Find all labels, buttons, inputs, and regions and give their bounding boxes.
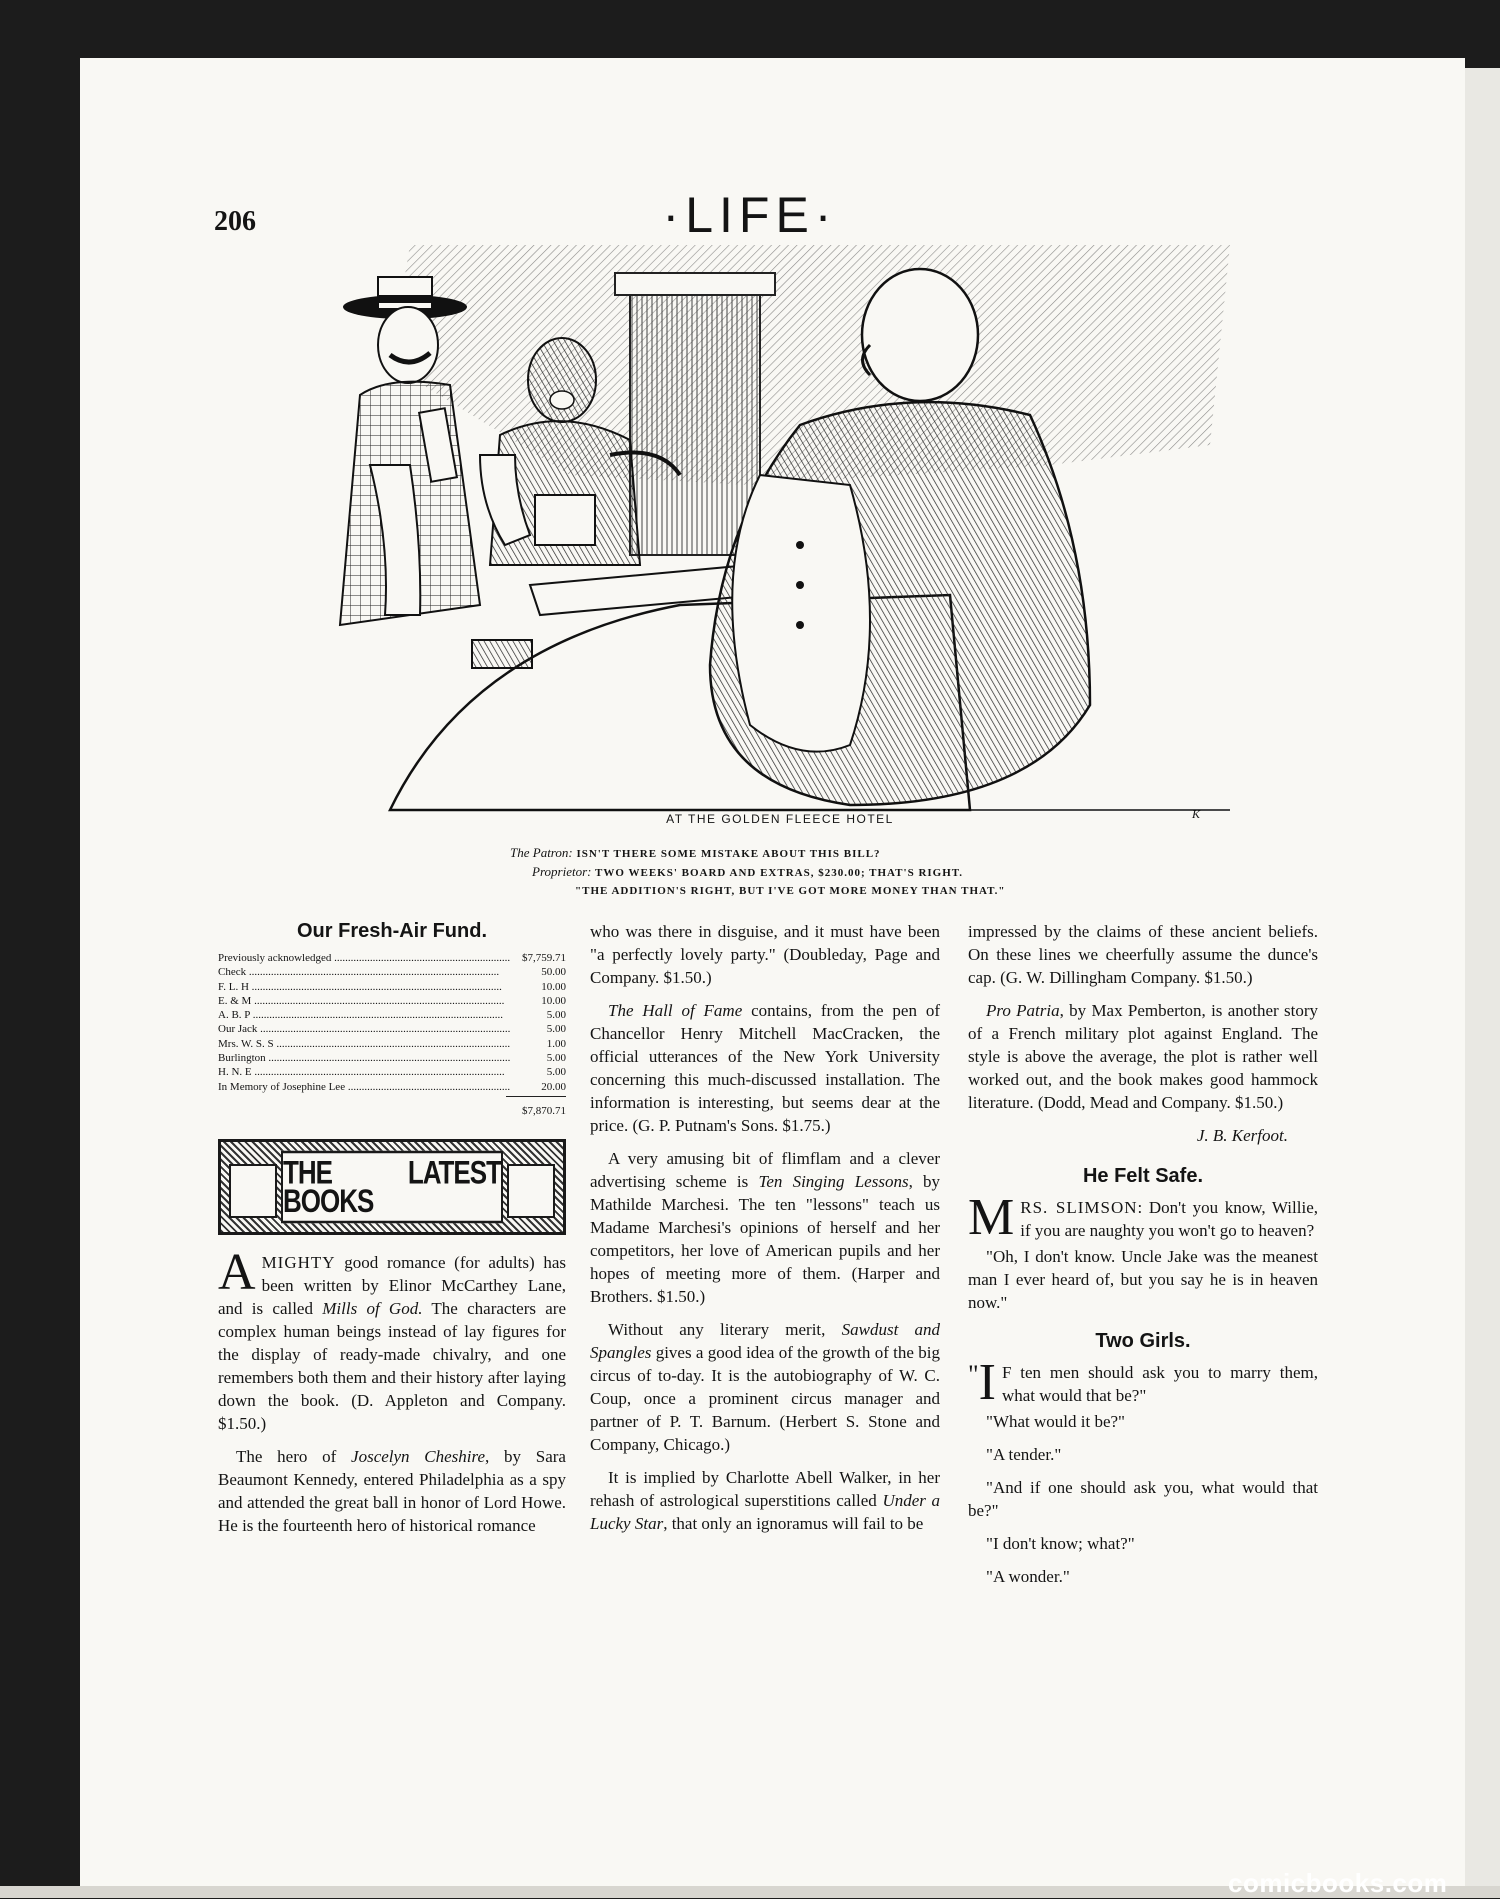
proprietor-line: TWO WEEKS' BOARD AND EXTRAS, $230.00; THAT'S RIGHT. <box>595 867 964 879</box>
watermark-logo: comicbooks.com <box>1228 1868 1448 1898</box>
fund-row <box>218 1080 566 1094</box>
fund-amount: 50.00 <box>541 966 566 979</box>
review-joscelyn-cheshire: The hero of Joscelyn Cheshire, by Sara Beaumont Kennedy, entered Philadelphia as a spy and attended the great ball in honor of Lord Howe. He is the fourteenth hero of historical romance <box>218 1446 566 1535</box>
dialogue-line: "A wonder." <box>986 1567 1070 1586</box>
dialogue-line: "I don't know; what?" <box>986 1534 1135 1553</box>
section-heading-two-girls: Two Girls. <box>1095 1330 1191 1352</box>
fund-row <box>218 1008 566 1022</box>
joke-he-felt-safe: MRS. SLIMSON: Don't you know, Willie, if you are naughty you won't go to heaven? <box>968 1189 1318 1246</box>
fund-amount: 5.00 <box>546 1009 566 1022</box>
column-3 <box>968 920 1318 1598</box>
dialogue-line: "What would it be?" <box>986 1412 1125 1431</box>
book-box-icon <box>229 1164 277 1218</box>
masthead: ·LIFE· <box>662 187 838 243</box>
fund-amount: 5.00 <box>546 1052 566 1065</box>
fund-donor: Mrs. W. S. S ..... <box>218 1037 510 1051</box>
page-number: 206 <box>214 206 256 237</box>
latest-books-banner <box>218 1139 566 1235</box>
fund-donor: Our Jack ..... <box>218 1022 510 1036</box>
review-continued: impressed by the claims of these ancient beliefs. On these lines we cheerfully assume the dunce's cap. (G. W. Dillingham Company. $1.50.) <box>968 922 1318 987</box>
facing-page-edge <box>1465 68 1500 1886</box>
cash-box <box>472 640 532 668</box>
cartoon-title: AT THE GOLDEN FLEECE HOTEL <box>666 812 894 826</box>
fund-donor: H. N. E ..... <box>218 1065 510 1079</box>
dialogue-line: "A tender." <box>986 1445 1062 1464</box>
fund-row <box>218 965 566 979</box>
drop-cap: A <box>218 1243 256 1301</box>
fund-total: $7,870.71 <box>522 1104 566 1117</box>
section-heading-he-felt-safe: He Felt Safe. <box>1082 1165 1204 1187</box>
speaker-proprietor: Proprietor: <box>532 864 592 879</box>
patron-reply: "THE ADDITION'S RIGHT, BUT I'VE GOT MORE MONEY THAN THAT." <box>575 885 1006 897</box>
fund-row <box>218 951 566 965</box>
column-1 <box>218 920 566 1547</box>
drop-cap: I <box>978 1354 996 1411</box>
column-2 <box>590 920 940 1545</box>
joke-two-girls: " I F ten men should ask you to marry them, what would that be?" <box>968 1354 1318 1411</box>
fund-row <box>218 1022 566 1036</box>
fund-row <box>218 1065 566 1079</box>
fund-donor: Burlington ..... <box>218 1051 510 1065</box>
joke-reply: "Oh, I don't know. Uncle Jake was the meanest man I ever heard of, but you say he is in heaven now." <box>968 1247 1318 1312</box>
drop-cap: M <box>968 1189 1015 1246</box>
review-ten-singing-lessons: A very amusing bit of flimflam and a clever advertising scheme is Ten Singing Lessons, by Mathilde Marchesi. The ten "lessons" teach us Madame Marchesi's opinions of herself and her competitors, her love of American pupils and her hopes of meeting more of them. (Harper and Brothers. $1.50.) <box>590 1149 941 1306</box>
banner-text: THE LATEST BOOKS <box>283 1153 501 1220</box>
artist-signature: K <box>1192 807 1201 821</box>
fund-row <box>218 980 566 994</box>
cartoon-illustration <box>330 245 1250 815</box>
review-continued: who was there in disguise, and it must have been "a perfectly lovely party." (Doubleday, Page and Company. $1.50.) <box>590 922 940 987</box>
fund-donor: A. B. P ..... <box>218 1008 510 1022</box>
fund-amount: 10.00 <box>541 980 566 993</box>
fund-donor: F. L. H ..... <box>218 980 510 994</box>
fund-row <box>218 1051 566 1065</box>
fund-amount: 5.00 <box>546 1066 566 1079</box>
book-box-icon <box>507 1164 555 1218</box>
reviewer-signature: J. B. Kerfoot. <box>1196 1126 1288 1145</box>
fund-row <box>218 1037 566 1051</box>
patron-line: ISN'T THERE SOME MISTAKE ABOUT THIS BILL? <box>576 848 881 860</box>
fund-donor: Previously acknowledged ..... <box>218 951 510 965</box>
review-hall-of-fame: The Hall of Fame contains, from the pen of Chancellor Henry Mitchell MacCracken, the official utterances of the New York University concerning this much-discussed installation. The information is interesting, but seems dear at the price. (G. P. Putnam's Sons. $1.75.) <box>590 1001 940 1135</box>
review-pro-patria: Pro Patria, by Max Pemberton, is another story of a French military plot against England. The style is above the average, the plot is rather well worked out, and the book makes good hammock literature. (Dodd, Mead and Company. $1.50.) <box>968 1001 1318 1112</box>
dialogue-line: "And if one should ask you, what would that be?" <box>968 1478 1318 1520</box>
fund-donor: E. & M ..... <box>218 994 510 1008</box>
review-sawdust-and-spangles: Without any literary merit, Sawdust and Spangles gives a good idea of the growth of the big circus of to-day. It is the autobiography of W. C. Coup, once a prominent circus manager and partner of P. T. Barnum. (Herbert S. Stone and Company, Chicago.) <box>590 1320 940 1454</box>
fund-amount: $7,759.71 <box>522 952 566 964</box>
fund-amount: 10.00 <box>541 994 566 1007</box>
fund-row <box>218 994 566 1008</box>
total-rule <box>506 1096 566 1097</box>
fund-donor: Check ..... <box>218 965 510 979</box>
fund-table <box>218 951 566 1094</box>
pillar <box>630 285 760 555</box>
fund-amount: 1.00 <box>546 1037 566 1050</box>
cartoon-dialogue <box>300 844 1200 900</box>
speaker-patron: The Patron: <box>510 845 573 860</box>
fund-heading: Our Fresh-Air Fund. <box>297 920 487 942</box>
fund-donor: In Memory of Josephine Lee ..... <box>218 1080 510 1094</box>
fund-amount: 20.00 <box>541 1080 566 1093</box>
review-mills-of-god: AMIGHTY good romance (for adults) has been written by Elinor McCarthey Lane, and is called Mills of God. The characters are complex human beings instead of lay figures for the display of ready-made chivalry, and one remembers both them and their history after laying down the book. (D. Appleton and Company. $1.50.) <box>218 1243 567 1433</box>
fund-amount: 5.00 <box>546 1023 566 1036</box>
review-under-a-lucky-star: It is implied by Charlotte Abell Walker, in her rehash of astrological superstitions called Under a Lucky Star, that only an ignoramus will fail to be <box>590 1468 940 1533</box>
